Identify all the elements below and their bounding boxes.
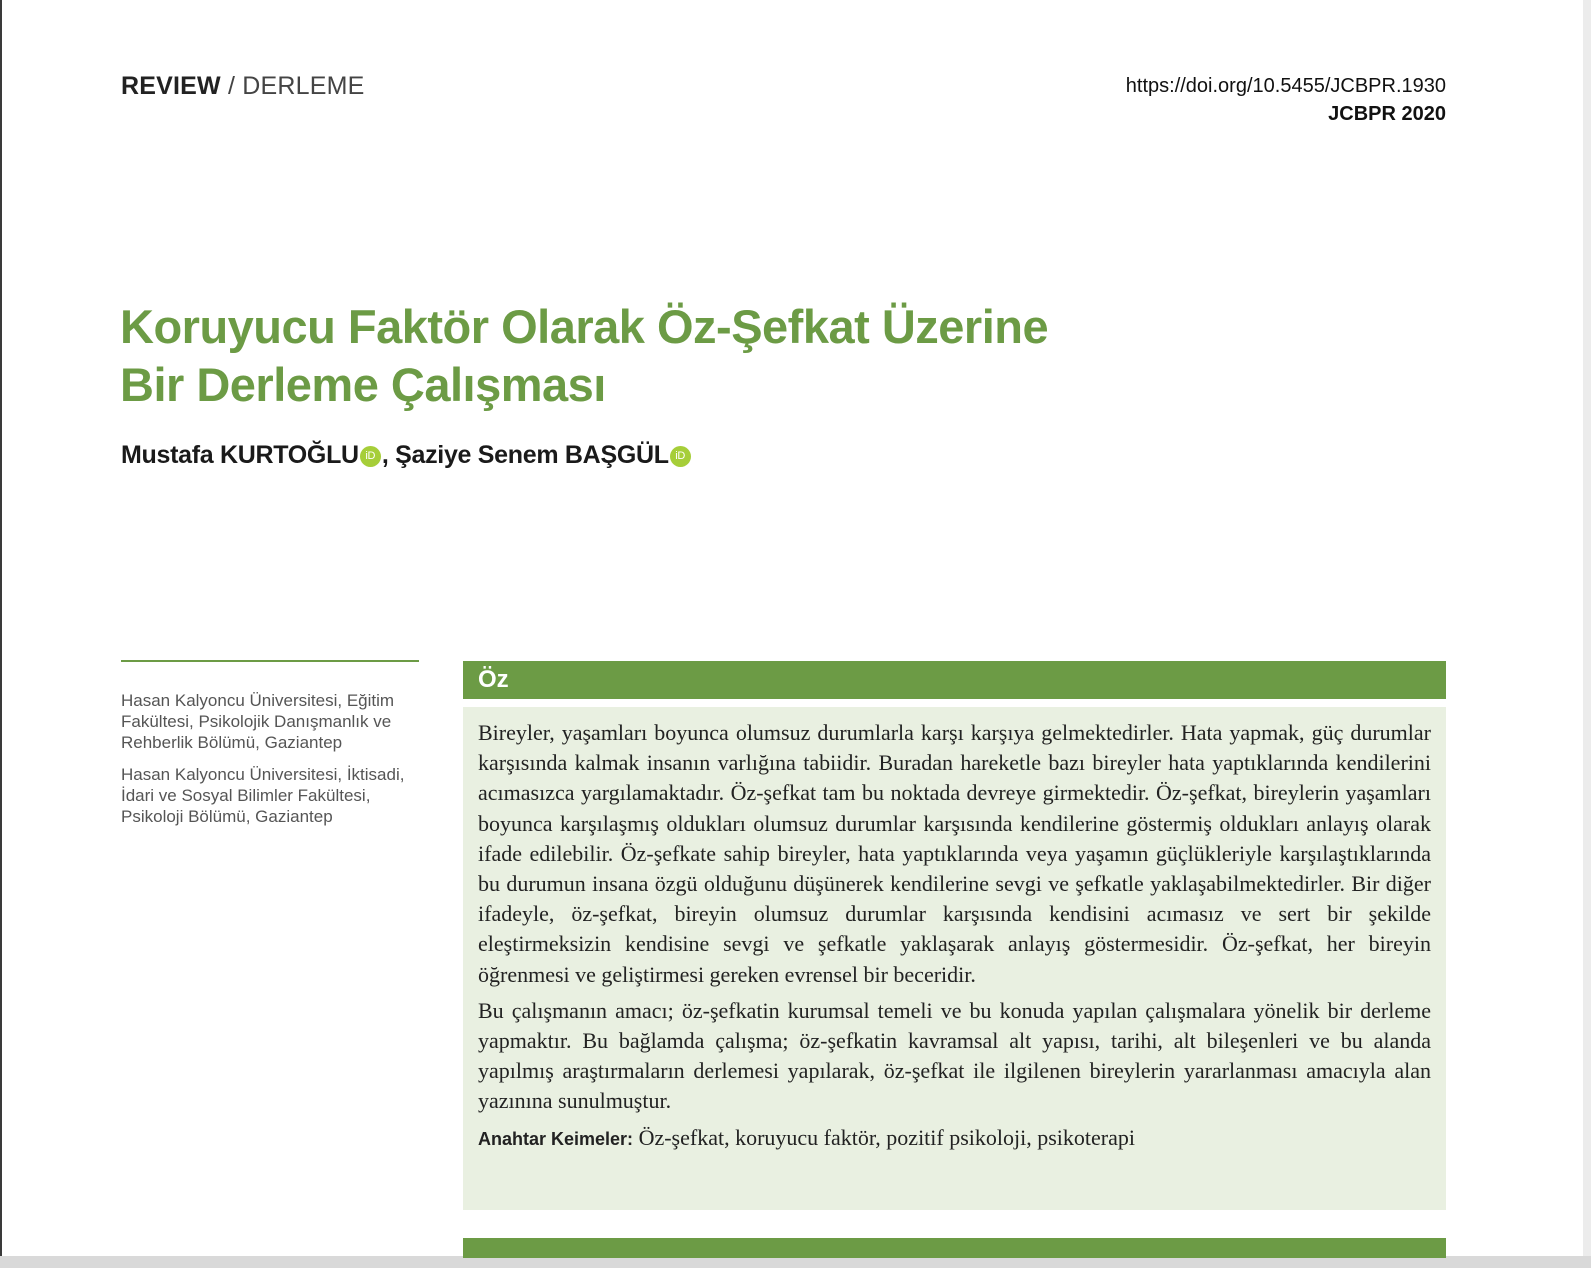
keywords-label: Anahtar Keimeler: <box>478 1128 634 1149</box>
abstract-heading: Öz <box>478 666 509 693</box>
publication-info <box>1126 72 1446 128</box>
page-left-border <box>0 0 2 1268</box>
affiliation-item: Hasan Kalyoncu Üniversitesi, Eğitim Fakültesi, Psikolojik Danışmanlık ve Rehberlik Bölümü, Gaziantep <box>121 691 395 752</box>
article-type-derleme: DERLEME <box>242 72 365 100</box>
paper-title-line-1: Koruyucu Faktör Olarak Öz-Şefkat Üzerine <box>120 300 1049 353</box>
author-list <box>121 441 692 470</box>
abstract-paragraph: Bireyler, yaşamları boyunca olumsuz durumlarla karşı karşıya gelmektedirler. Hata yapmak, güç durumlar karşısında kalmak insanın varlığına tabiidir. Buradan hareketle bazı bireyler hata yaptıklarında kendilerini acımasızca yargılamaktadır. Öz-şefkat tam bu noktada devreye girmektedir. Öz-şefkat, bireylerin yaşamları boyunca karşılaşmış oldukları olumsuz durumlar karşısında kendilerine göstermiş oldukları anlayış olarak ifade edilebilir. Öz-şefkate sahip bireyler, hata yaptıklarında veya yaşamın güçlükleriyle karşılaştıklarında bu durumun insana özgü olduğunu düşünerek kendilerine sevgi ve şefkatle yaklaşabilmektedirler. Bir diğer ifadeyle, öz-şefkat, bireyin olumsuz durumlar karşısında kendisini acımasız ve sert bir şekilde eleştirmeksizin kendisine sevgi ve şefkatle yaklaşarak anlayış göstermesidir. Öz-şefkat, her bireyin öğrenmesi ve geliştirmesi gereken evrensel bir beceridir. <box>478 720 1431 987</box>
orcid-icon[interactable]: iD <box>670 446 691 467</box>
affiliation-item: Hasan Kalyoncu Üniversitesi, İktisadi, İdari ve Sosyal Bilimler Fakültesi, Psikoloji Bölümü, Gaziantep <box>121 765 405 826</box>
keywords <box>478 1123 1431 1154</box>
abstract-paragraph: Bu çalışmanın amacı; öz-şefkatin kurumsal temeli ve bu konuda yapılan çalışmalara yönelik bir derleme yapmaktır. Bu bağlamda çalışma; öz-şefkatin kavramsal alt yapısı, tarihi, alt bileşenleri ve bu alanda yapılmış araştırmaların derlemesi yapılarak, öz-şefkat ile ilgilenen bireylerin yararlanması amacıyla alan yazınına sunulmuştur. <box>478 997 1431 1114</box>
doi-link[interactable]: https://doi.org/10.5455/JCBPR.1930 <box>1125 75 1446 97</box>
author-name: Mustafa KURTOĞLU <box>121 441 359 469</box>
article-type-review: REVIEW <box>121 72 221 100</box>
abstract-header <box>463 661 1446 699</box>
keywords-text: Öz-şefkat, koruyucu faktör, pozitif psikoloji, psikoterapi <box>638 1124 1136 1150</box>
paper-title <box>120 298 1100 414</box>
affiliation-divider <box>121 660 419 662</box>
next-section-header <box>463 1238 1446 1258</box>
orcid-icon[interactable]: iD <box>360 446 381 467</box>
page-right-edge <box>1583 0 1591 1268</box>
abstract-body <box>463 707 1446 1210</box>
paper-title-line-2: Bir Derleme Çalışması <box>120 358 606 411</box>
article-type <box>121 72 365 101</box>
article-type-separator: / <box>227 72 236 100</box>
author-name: Şaziye Senem BAŞGÜL <box>395 441 669 469</box>
affiliations <box>121 690 421 838</box>
author-separator: , <box>381 441 389 469</box>
journal-label: JCBPR 2020 <box>1328 103 1446 125</box>
